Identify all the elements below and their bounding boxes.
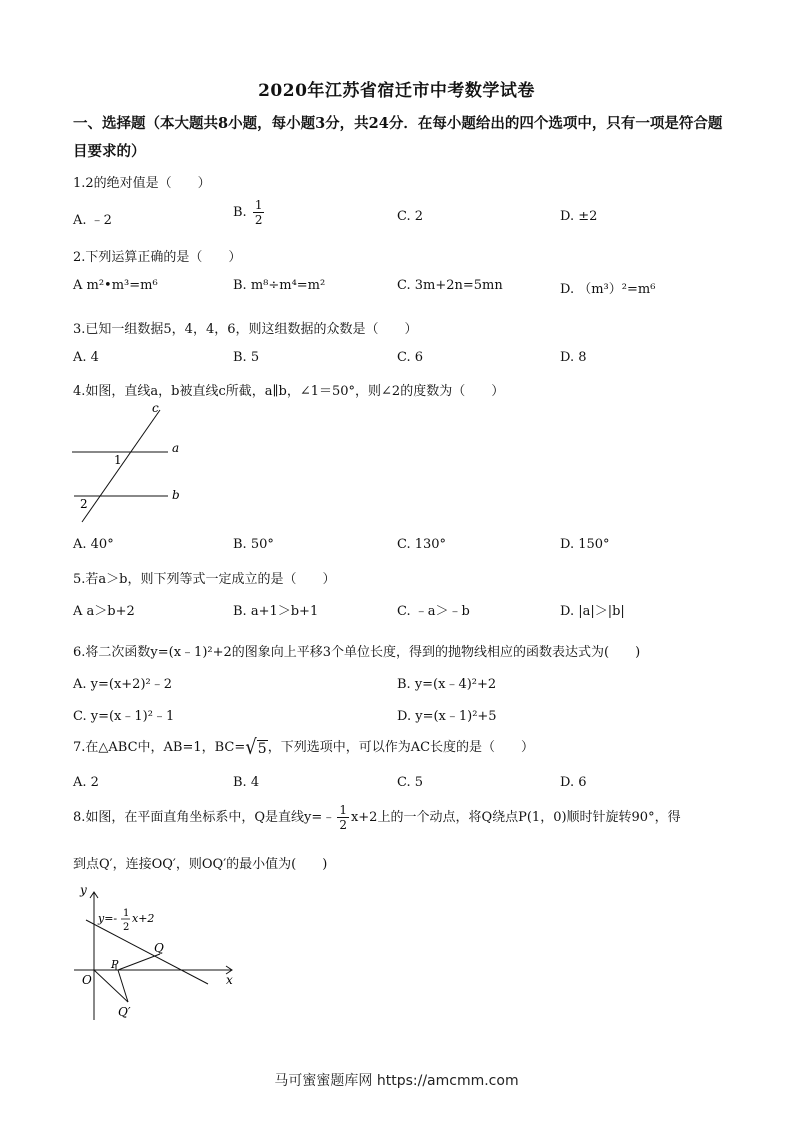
sqrt-5 (245, 737, 267, 758)
q6-option-a: A. y=(x+2)²﹣2 (73, 677, 173, 692)
question-3-stem: 3.已知一组数据5，4，4，6，则这组数据的众数是（ ） (73, 322, 418, 337)
label-y: y (80, 883, 87, 897)
q6-option-b: B. y=(x﹣4)²+2 (397, 677, 497, 692)
q4-option-b: B. 50° (233, 537, 274, 552)
question-6-stem: 6.将二次函数y=(x﹣1)²+2的图象向上平移3个单位长度，得到的抛物线相应的函数表达式为( ) (73, 645, 641, 660)
q3-option-a: A. 4 (73, 350, 99, 365)
question-1-stem: 1.2的绝对值是（ ） (73, 176, 211, 191)
label-q-prime: Q′ (118, 1005, 131, 1019)
eq-label-num: 1 (123, 908, 130, 919)
question-2-stem: 2.下列运算正确的是（ ） (73, 250, 242, 265)
label-angle-2: 2 (80, 497, 88, 511)
label-c: c (152, 401, 159, 415)
q2-option-c: C. 3m+2n=5mn (397, 278, 503, 293)
coordinate-figure (66, 880, 246, 1030)
q6-option-d: D. y=(x﹣1)²+5 (397, 709, 497, 724)
radicand: 5 (257, 741, 267, 757)
q7-stem-part2: ，下列选项中，可以作为AC长度的是（ ） (267, 740, 535, 755)
radical-sign: √ (245, 735, 257, 760)
footer-watermark: 马可蜜蜜题库网 https://amcmm.com (274, 1073, 519, 1089)
q7-option-b: B. 4 (233, 775, 260, 790)
label-p: P (111, 958, 119, 971)
q7-option-d: D. 6 (560, 775, 587, 790)
q7-option-a: A. 2 (73, 775, 99, 790)
label-x: x (226, 973, 233, 987)
q1-option-a: A. ﹣2 (73, 213, 112, 228)
q4-option-c: C. 130° (397, 537, 447, 552)
q1-option-c: C. 2 (397, 209, 424, 224)
label-o: O (82, 973, 92, 987)
fraction-numerator: 1 (254, 198, 263, 212)
question-8-stem (73, 803, 681, 832)
q3-option-b: B. 5 (233, 350, 260, 365)
q2-option-b: B. m⁸÷m⁴=m² (233, 278, 326, 293)
q3-option-c: C. 6 (397, 350, 424, 365)
q5-option-d: D. |a|＞|b| (560, 604, 625, 619)
q6-option-c: C. y=(x﹣1)²﹣1 (73, 709, 175, 724)
q5-option-c: C. ﹣a＞﹣b (397, 604, 470, 619)
q1-option-b (233, 198, 266, 227)
section-heading: 一、选择题（本大题共8小题，每小题3分，共24分．在每小题给出的四个选项中，只有一项是符合题目要求的） (73, 115, 723, 160)
q2-option-a: A m²•m³=m⁶ (73, 278, 158, 293)
q8-fraction (337, 803, 349, 832)
eq-label-pre: y=- (98, 912, 118, 925)
q8-stem-part2: x+2上的一个动点，将Q绕点P(1，0)顺时针旋转90°，得 (350, 810, 681, 825)
q1-option-d: D. ±2 (560, 209, 598, 224)
question-5-stem: 5.若a＞b，则下列等式一定成立的是（ ） (73, 572, 336, 587)
q3-option-d: D. 8 (560, 350, 587, 365)
q4-option-a: A. 40° (73, 537, 114, 552)
q7-stem-part1: 7.在△ABC中，AB=1，BC= (73, 740, 246, 755)
segment-pq (118, 954, 160, 970)
q5-option-a: A a＞b+2 (73, 604, 135, 619)
question-8-stem-line2: 到点Q′，连接OQ′，则OQ′的最小值为( ) (73, 857, 328, 872)
parallel-lines-figure (68, 398, 198, 528)
q5-option-b: B. a+1＞b+1 (233, 604, 319, 619)
q1-option-b-label: B. (233, 205, 247, 220)
label-a: a (172, 441, 180, 455)
eq-label-den: 2 (123, 922, 130, 933)
page-title: 2020年江苏省宿迁市中考数学试卷 (258, 81, 535, 101)
q4-option-d: D. 150° (560, 537, 610, 552)
q8-stem-part1: 8.如图，在平面直角坐标系中，Q是直线y=﹣ (73, 810, 336, 825)
label-angle-1: 1 (114, 453, 122, 467)
fraction-denominator: 2 (254, 213, 263, 227)
label-q: Q (154, 941, 164, 955)
question-4-stem: 4.如图，直线a，b被直线c所截，a∥b，∠1＝50°，则∠2的度数为（ ） (73, 384, 505, 399)
eq-label-post: x+2 (132, 912, 155, 925)
fraction-denominator: 2 (339, 818, 347, 832)
q2-option-d: D. （m³）²=m⁶ (560, 282, 656, 297)
q1-option-b-fraction (253, 198, 265, 227)
fraction-numerator: 1 (339, 803, 347, 817)
label-b: b (172, 488, 180, 502)
line-y-eq (86, 920, 208, 984)
question-7-stem (73, 736, 534, 758)
q7-option-c: C. 5 (397, 775, 424, 790)
